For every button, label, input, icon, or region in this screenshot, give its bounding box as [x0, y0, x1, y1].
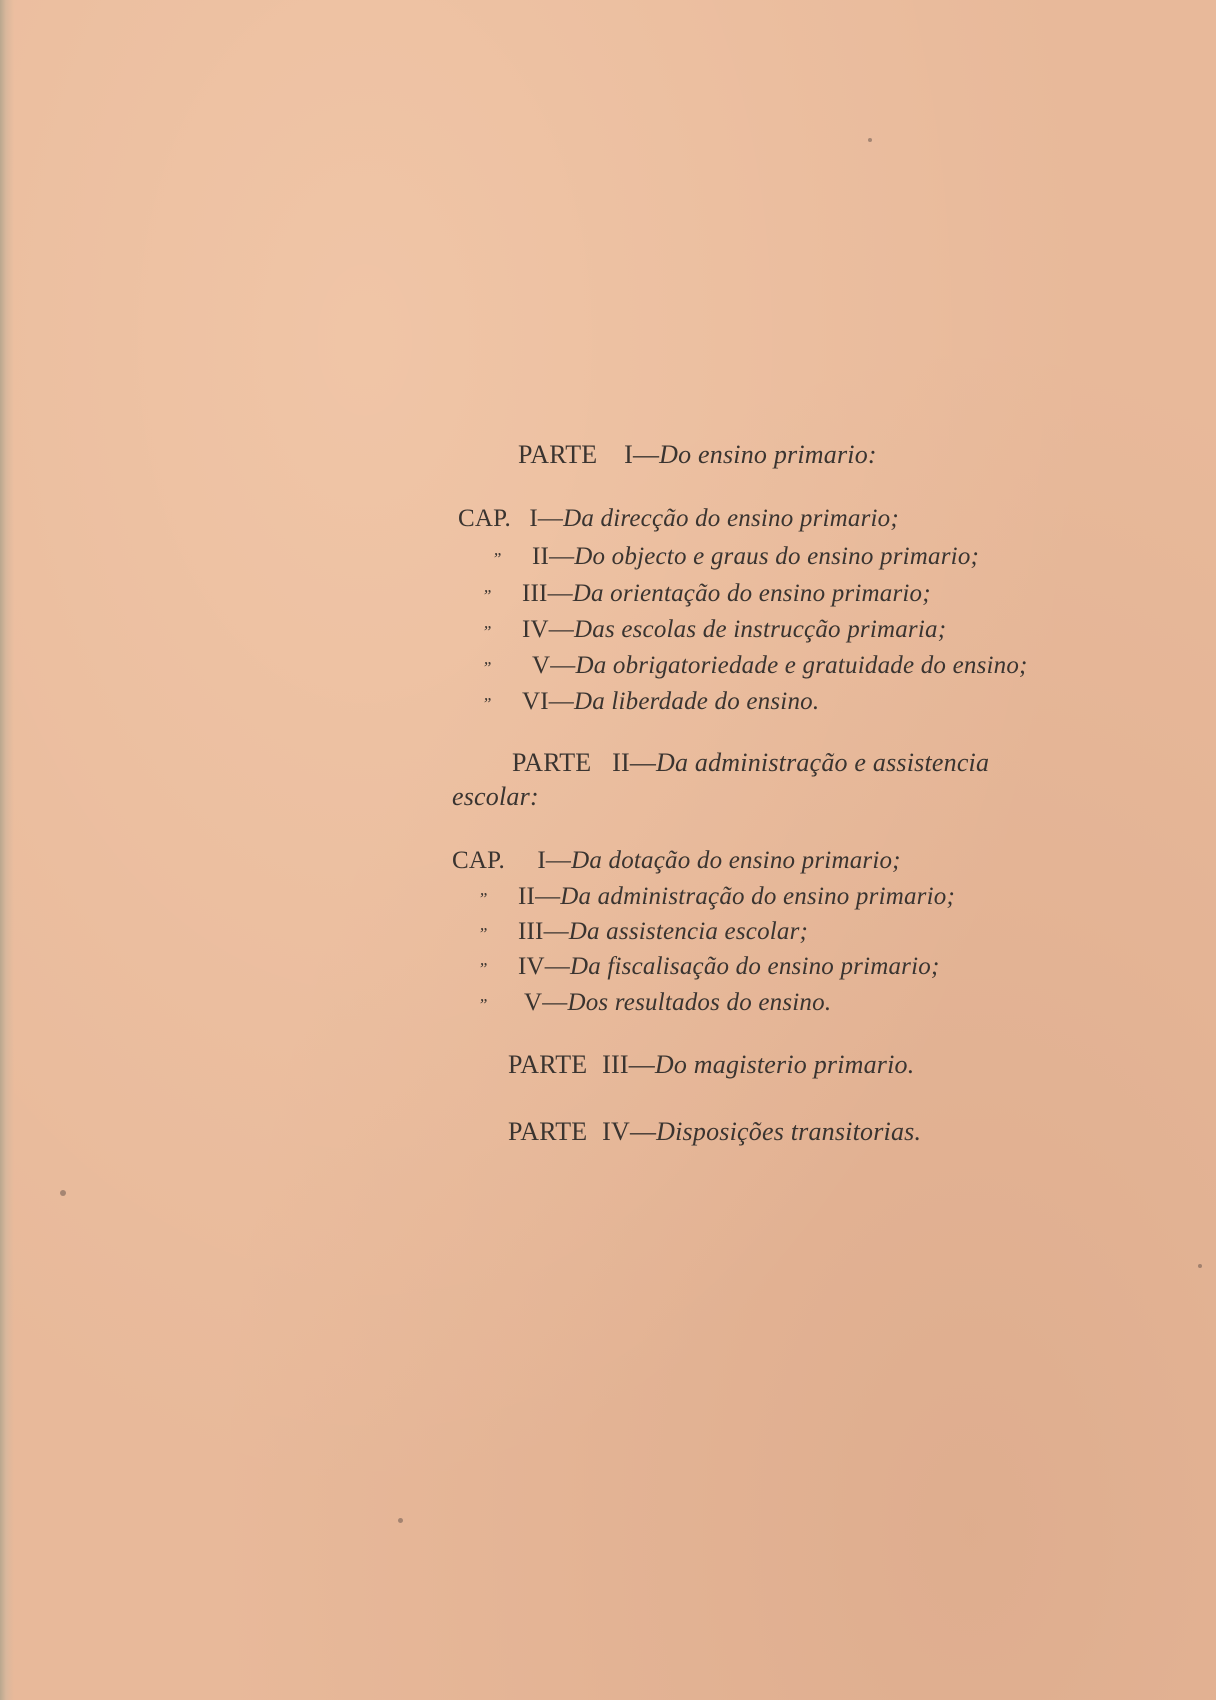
chapter-item: ” IV—Da fiscalisação do ensino primario; — [478, 953, 940, 980]
chapter-item: ” IV—Das escolas de instrucção primaria; — [482, 616, 947, 643]
chapter-item: ” II—Da administração do ensino primario; — [478, 883, 955, 910]
chapter-item: ” V—Da obrigatoriedade e gratuidade do ensino; — [482, 652, 1028, 679]
part-3-heading: PARTE III—Do magisterio primario. — [508, 1050, 915, 1079]
part-1-heading: PARTE I—Do ensino primario: — [518, 440, 877, 469]
chapter-item: ” II—Do objecto e graus do ensino primario; — [492, 543, 980, 570]
chapter-item: ” VI—Da liberdade do ensino. — [482, 688, 820, 715]
part-2-heading: PARTE II—Da administração e assistencia — [512, 748, 990, 777]
part-2-heading-continuation: escolar: — [452, 782, 539, 811]
chapter-item: CAP. I—Da dotação do ensino primario; — [452, 847, 901, 874]
chapter-item: ” III—Da assistencia escolar; — [478, 918, 809, 945]
chapter-item: ” V—Dos resultados do ensino. — [478, 989, 832, 1016]
chapter-item: CAP. I—Da direcção do ensino primario; — [458, 505, 899, 532]
chapter-item: ” III—Da orientação do ensino primario; — [482, 580, 931, 607]
part-4-heading: PARTE IV—Disposições transitorias. — [508, 1117, 922, 1146]
